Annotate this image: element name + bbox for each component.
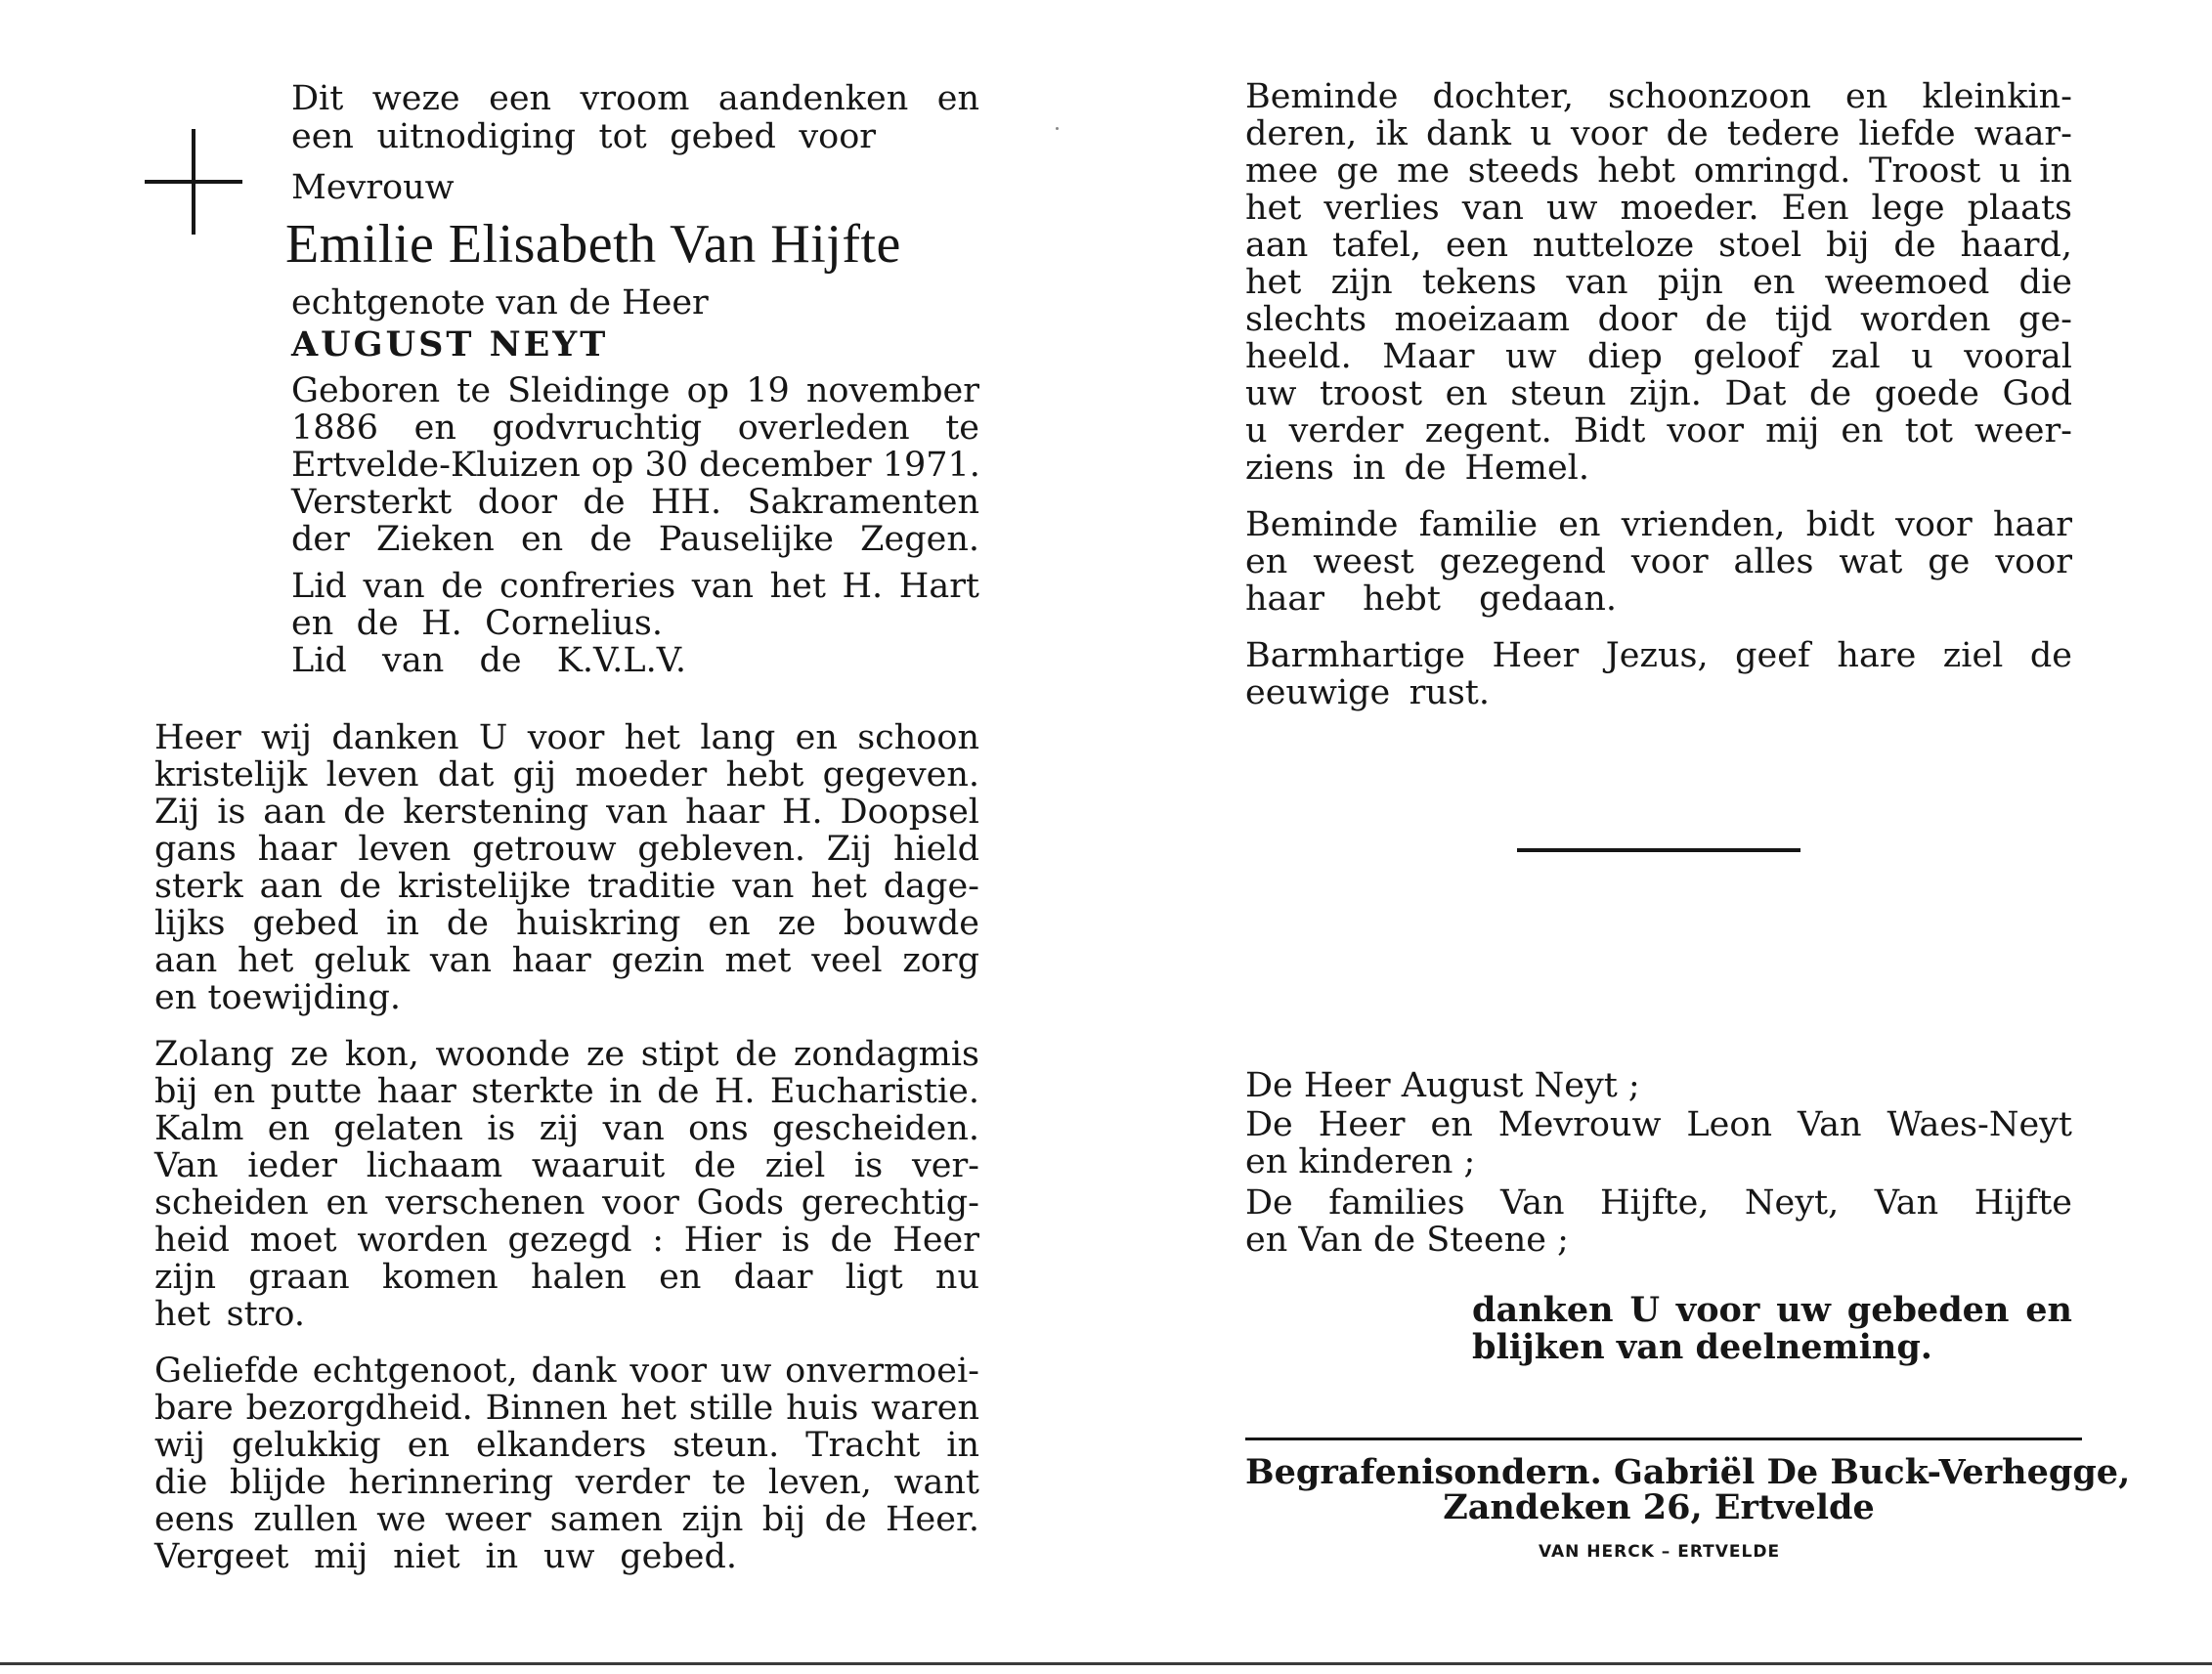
right-p2-line-3: haar hebt gedaan. bbox=[1245, 579, 1617, 619]
right-p1-line-1: Beminde dochter, schoonzoon en kleinkin- bbox=[1245, 77, 2072, 116]
bio-line-1: Geboren te Sleidinge op 19 november bbox=[291, 371, 979, 410]
right-p1-line-2: deren, ik dank u voor de tedere liefde waar- bbox=[1245, 114, 2072, 153]
right-p2-line-2: en weest gezegend voor alles wat ge voor bbox=[1245, 542, 2072, 581]
left-p1-line-5: sterk aan de kristelijke traditie van het dage- bbox=[154, 867, 979, 906]
print-speck bbox=[1056, 127, 1059, 130]
bio-line-6: Lid van de confreries van het H. Hart bbox=[291, 567, 979, 606]
bio-line-4: Versterkt door de HH. Sakramenten bbox=[291, 483, 979, 522]
bio-line-2: 1886 en godvruchtig overleden te bbox=[291, 408, 979, 448]
left-p2-line-8: het stro. bbox=[154, 1295, 305, 1334]
right-p1-line-6: het zijn tekens van pijn en weemoed die bbox=[1245, 263, 2072, 302]
right-p1-line-9: uw troost en steun zijn. Dat de goede God bbox=[1245, 374, 2072, 413]
left-p1-line-7: aan het geluk van haar gezin met veel zorg bbox=[154, 941, 979, 980]
left-p1-line-6: lijks gebed in de huiskring en ze bouwde bbox=[154, 904, 979, 943]
left-p2-line-6: heid moet worden gezegd : Hier is de Heer bbox=[154, 1221, 979, 1260]
card-bottom-edge bbox=[0, 1662, 2212, 1665]
right-p1-line-8: heeld. Maar uw diep geloof zal u vooral bbox=[1245, 337, 2072, 376]
footer-rule bbox=[1245, 1438, 2082, 1440]
right-p1-line-7: slechts moeizaam door de tijd worden ge- bbox=[1245, 300, 2072, 339]
left-p1-line-4: gans haar leven getrouw gebleven. Zij hield bbox=[154, 830, 979, 869]
mourner-line-3: en kinderen ; bbox=[1245, 1142, 1476, 1181]
left-p1-line-8: en toewijding. bbox=[154, 978, 401, 1017]
left-p1-line-3: Zij is aan de kerstening van haar H. Doopsel bbox=[154, 793, 979, 832]
right-p3-line-2: eeuwige rust. bbox=[1245, 673, 1490, 712]
thanks-line-2: blijken van deelneming. bbox=[1472, 1327, 1932, 1367]
mourner-line-2: De Heer en Mevrouw Leon Van Waes-Neyt bbox=[1245, 1105, 2072, 1144]
left-p3-line-4: die blijde herinnering verder te leven, want bbox=[154, 1463, 979, 1502]
mourner-line-1: De Heer August Neyt ; bbox=[1245, 1066, 1640, 1105]
bio-line-3: Ertvelde-Kluizen op 30 december 1971. bbox=[291, 446, 980, 485]
right-p1-line-10: u verder zegent. Bidt voor mij en tot weer- bbox=[1245, 411, 2072, 451]
mourner-line-5: en Van de Steene ; bbox=[1245, 1221, 1569, 1260]
bio-line-5: der Zieken en de Pauselijke Zegen. bbox=[291, 520, 979, 559]
left-p3-line-2: bare bezorgdheid. Binnen het stille huis waren bbox=[154, 1389, 979, 1428]
intro-line-2: een uitnodiging tot gebed voor bbox=[291, 117, 876, 156]
left-p1-line-2: kristelijk leven dat gij moeder hebt gegeven. bbox=[154, 755, 979, 794]
deceased-name: Emilie Elisabeth Van Hijfte bbox=[285, 214, 901, 275]
left-p2-line-2: bij en putte haar sterkte in de H. Eucharistie. bbox=[154, 1072, 979, 1111]
spouse-intro: echtgenote van de Heer bbox=[291, 283, 709, 322]
thanks-line-1: danken U voor uw gebeden en bbox=[1472, 1290, 2072, 1330]
left-p3-line-1: Geliefde echtgenoot, dank voor uw onvermoei- bbox=[154, 1352, 979, 1391]
divider-rule bbox=[1517, 848, 1800, 852]
printer-credit: VAN HERCK – ERTVELDE bbox=[1539, 1542, 1781, 1562]
bio-line-7: en de H. Cornelius. bbox=[291, 604, 663, 643]
left-p3-line-5: eens zullen we weer samen zijn bij de Heer. bbox=[154, 1500, 979, 1539]
intro-line-3: Mevrouw bbox=[291, 168, 455, 207]
left-p3-line-3: wij gelukkig en elkanders steun. Tracht in bbox=[154, 1426, 979, 1465]
left-p2-line-7: zijn graan komen halen en daar ligt nu bbox=[154, 1258, 979, 1297]
right-p3-line-1: Barmhartige Heer Jezus, geef hare ziel de bbox=[1245, 636, 2072, 675]
bio-line-8: Lid van de K.V.L.V. bbox=[291, 641, 686, 680]
undertaker: Begrafenisondern. Gabriël De Buck-Verhegge, bbox=[1245, 1452, 2131, 1492]
left-p2-line-4: Van ieder lichaam waaruit de ziel is ver- bbox=[154, 1146, 979, 1185]
left-p2-line-3: Kalm en gelaten is zij van ons gescheiden. bbox=[154, 1109, 979, 1148]
right-p1-line-4: het verlies van uw moeder. Een lege plaats bbox=[1245, 189, 2072, 228]
undertaker-address: Zandeken 26, Ertvelde bbox=[1443, 1487, 1875, 1527]
intro-line-1: Dit weze een vroom aandenken en bbox=[291, 79, 979, 118]
left-p2-line-5: scheiden en verschenen voor Gods gerechtig- bbox=[154, 1183, 979, 1223]
right-p1-line-11: ziens in de Hemel. bbox=[1245, 449, 1589, 488]
left-p2-line-1: Zolang ze kon, woonde ze stipt de zondagmis bbox=[154, 1035, 979, 1074]
right-p1-line-3: mee ge me steeds hebt omringd. Troost u in bbox=[1245, 151, 2072, 191]
right-p2-line-1: Beminde familie en vrienden, bidt voor haar bbox=[1245, 505, 2072, 544]
mourner-line-4: De families Van Hijfte, Neyt, Van Hijfte bbox=[1245, 1183, 2072, 1223]
left-p3-line-6: Vergeet mij niet in uw gebed. bbox=[154, 1537, 737, 1576]
spouse-name: AUGUST NEYT bbox=[291, 324, 609, 365]
left-p1-line-1: Heer wij danken U voor het lang en schoon bbox=[154, 718, 979, 757]
right-p1-line-5: aan tafel, een nutteloze stoel bij de haard, bbox=[1245, 226, 2072, 265]
